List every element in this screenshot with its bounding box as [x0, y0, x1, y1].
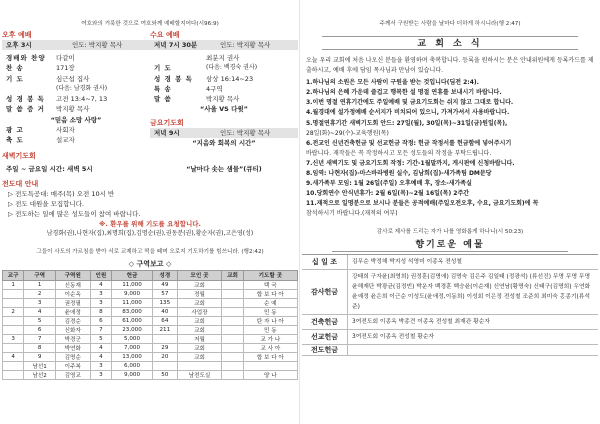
table-cell: 7,000 — [112, 343, 153, 352]
table-cell: 3 — [90, 289, 111, 298]
table-cell: 사업장 — [177, 307, 222, 316]
district-report-title: ◇ 구역보고 ◇ — [128, 259, 172, 268]
table-cell: 3 — [90, 361, 111, 370]
table-cell — [222, 280, 243, 289]
news-item: 바랍니다. 재작들은 꼭 작정하시고 모든 성도들의 작정을 부탁드립니다. — [306, 149, 492, 157]
news-item: 11.재적으로 일명분으로 보시나 분들은 공적예배(주일오전오후, 수요, 금요기도회)에 꼭 — [306, 200, 539, 208]
table-cell: 4 — [24, 307, 55, 316]
table-cell: 교회 — [177, 280, 222, 289]
table-cell: 13,000 — [112, 352, 153, 361]
list-item: ▷ 전도 대원을 모집합니다. — [8, 200, 85, 209]
offering-category: 건축헌금 — [302, 315, 348, 329]
friday-leader: 인도: 박지황 목사 — [220, 128, 271, 137]
news-item: 28일(화)~29(수)-교육행원(목) — [306, 129, 389, 137]
friday-message: “지음와 회복의 시간” — [192, 138, 256, 147]
table-cell: 11,000 — [112, 298, 153, 307]
table-cell: 김영교 — [55, 370, 90, 379]
offering-names: 3여전도회 이종옥 박종견 이종옥 전성철 최재관 황순자 — [352, 318, 490, 325]
table-cell: 탄 자 나 아 — [243, 316, 297, 325]
table-cell — [152, 334, 177, 343]
table-cell — [177, 361, 222, 370]
afternoon-row: 성 경 봉 독 고전 13:4~7, 13 — [6, 95, 108, 104]
news-item: 8.임역: 나현자(집)-마스바라병원 실수, 김남희(집)-새가족팀 DM문당 — [306, 170, 492, 178]
table-cell: 2 — [24, 289, 55, 298]
table-cell — [3, 370, 24, 379]
table-cell: 민 동 — [243, 325, 297, 334]
afternoon-row: 찬 송 171장 — [6, 64, 75, 73]
right-top-verse: 주께서 구원받는 사람을 날마다 더하게 하시니라(행 2:47) — [379, 21, 521, 27]
offering-category: 감사헌금 — [302, 270, 348, 314]
news-item: 5.명절연휴기간 새벽기도회 안드: 27일(월), 30일(목)~31일(금)원일(목), — [306, 119, 508, 127]
offering-row — [302, 255, 598, 270]
table-cell: 8 — [24, 343, 55, 352]
table-cell: 1 — [24, 280, 55, 289]
table-cell — [3, 316, 24, 325]
table-cell: 5 — [24, 316, 55, 325]
table-cell: 합 보 다 아 — [243, 352, 297, 361]
table-cell: 이순옥 — [55, 289, 90, 298]
table-row — [3, 325, 298, 334]
table-cell — [3, 325, 24, 334]
table-cell: 남선1 — [24, 361, 55, 370]
news-item: 10.당회연수 안식년휴가: 2월 6일(목)~2월 16일(목) 2주간 — [306, 190, 470, 198]
table-cell — [222, 361, 243, 370]
afternoon-row: 경배와 찬양 다같이 — [6, 54, 75, 62]
wednesday-service — [150, 30, 298, 148]
wednesday-sermon-title: “사울 VS 다윗” — [200, 105, 248, 114]
table-cell: 4 — [90, 352, 111, 361]
wednesday-row: 성 경 봉 독 삼상 16:14~23 — [154, 74, 254, 83]
table-cell: 3 — [90, 298, 111, 307]
table-cell: 교회 — [177, 352, 222, 361]
table-cell: 김경순 — [55, 316, 90, 325]
wednesday-row: 기 도 (다음: 백경숙 권사) — [154, 64, 258, 73]
table-row — [3, 343, 298, 352]
table-cell: 49 — [152, 280, 177, 289]
table-cell: 교 사 아 — [243, 343, 297, 352]
table-cell: 6 — [90, 316, 111, 325]
afternoon-header: 오후 예배 — [2, 31, 32, 39]
patient-list: 남경화(권),나현자(집),최명희(집),김명순(권),권동분(권),황순자(권),고은영(성) — [46, 230, 254, 238]
table-cell: 교 가 나 — [243, 334, 297, 343]
offering-category: 전도헌금 — [302, 345, 348, 355]
table-cell: 9 — [24, 352, 55, 361]
wednesday-header: 수요 예배 — [150, 31, 180, 39]
news-title: 교 회 소 식 — [322, 36, 578, 50]
news-item: 4.월경대에 설가정예배 순서지가 비치되어 있으니, 가져가셔서 사용바랍니다. — [306, 109, 510, 117]
table-row — [3, 316, 298, 325]
afternoon-bar — [2, 40, 150, 50]
table-cell: 저월 — [177, 334, 222, 343]
offering-table — [302, 254, 598, 356]
friday-header: 금요기도회 — [150, 118, 184, 127]
table-row — [3, 334, 298, 343]
offering-row — [302, 315, 598, 330]
table-cell: 남선2 — [24, 370, 55, 379]
offering-title: 향기로운 예물 — [332, 238, 568, 252]
table-cell — [3, 343, 24, 352]
right-middle-verse: 감사로 제사를 드리는 자가 나를 영화롭게 하나니(시 50:23) — [376, 228, 524, 235]
news-items — [306, 78, 594, 219]
table-cell: 권정필 — [55, 298, 90, 307]
afternoon-row: 기 도 심근섭 집사 — [6, 74, 90, 83]
list-item: ▷ 전도특공대: 매주(목) 오전 10시 반 — [8, 190, 115, 199]
table-cell: 20 — [152, 352, 177, 361]
page-divider — [299, 0, 300, 424]
news-item: 7.신년 새벽기도 및 금요기도회 작정: 기간-1월말까지, 게시판에 신청바랍니다. — [306, 159, 515, 167]
afternoon-row: 축 도 설교자 — [6, 136, 75, 145]
table-cell — [222, 298, 243, 307]
afternoon-row: 광 고 사회자 — [6, 126, 75, 135]
district-report-table — [2, 270, 298, 380]
table-cell — [3, 361, 24, 370]
table-cell: 신화자 — [55, 325, 90, 334]
table-cell: 2 — [3, 307, 24, 316]
table-cell — [222, 307, 243, 316]
table-cell: 50 — [152, 370, 177, 379]
evangelism-header: 전도대 안내 — [2, 180, 39, 189]
table-cell: 교회 — [177, 316, 222, 325]
list-item: ▷ 전도하는 일에 많은 성도들이 참여 바랍니다. — [8, 210, 141, 219]
offering-names: 3여전도회 이종옥 전성철 황순자 — [352, 333, 435, 340]
table-cell: 정월 — [177, 289, 222, 298]
table-cell: 83,000 — [112, 307, 153, 316]
worship-columns — [2, 30, 298, 148]
table-row — [3, 307, 298, 316]
news-item: 2.하나님의 은혜 가운데 즐겁고 행복한 설 명절 연휴를 보내시기 바랍니다. — [306, 89, 502, 97]
offering-row — [302, 270, 598, 315]
table-cell: 교회 — [177, 298, 222, 307]
friday-bar — [150, 128, 298, 138]
table-cell: 135 — [152, 298, 177, 307]
table-cell: 29 — [152, 343, 177, 352]
table-cell: 11,000 — [112, 280, 153, 289]
dawn-row — [2, 161, 298, 177]
table-cell: 57 — [152, 289, 177, 298]
table-cell — [222, 352, 243, 361]
afternoon-time: 오후 3시 — [6, 41, 32, 49]
table-row — [3, 352, 298, 361]
offering-row — [302, 330, 598, 345]
afternoon-leader: 인도: 박지황 목사 — [72, 41, 123, 49]
table-cell: 교회 — [177, 325, 222, 334]
wednesday-row: 최분지 권사 — [206, 54, 240, 62]
table-cell: 순 예 — [243, 298, 297, 307]
news-intro: 오늘 우리 교회에 처음 나오신 분들을 환영하며 축복합니다. 등록을 원하시는 분은 안내위원에게 등록카드를 제출하시고, 예배 후에 담임 목사님과 만남이 있습니다. — [306, 57, 594, 75]
table-cell: 1 — [3, 280, 24, 289]
table-cell: 7 — [90, 325, 111, 334]
table-cell: 6 — [24, 325, 55, 334]
left-page — [2, 0, 298, 424]
news-item: 6.전교인 신년건축헌금 및 선교헌금 작정: 헌금 작정서를 헌금함에 넣어주시기 — [306, 139, 512, 147]
middle-verse: 그들이 사도의 가르침을 받아 서로 교제하고 떡을 떼며 오로지 기도하기를 힘쓰니라. (행2:42) — [36, 248, 264, 255]
dawn-message: “날마다 솟는 샘물”(큐티) — [186, 165, 262, 174]
table-cell — [152, 361, 177, 370]
news-section — [302, 56, 598, 220]
table-cell: 8 — [90, 307, 111, 316]
afternoon-sermon-title: “믿음 소망 사랑” — [50, 115, 102, 124]
table-cell: 23,000 — [112, 325, 153, 334]
wednesday-row: 특 송 4구역 — [154, 84, 223, 93]
afternoon-service — [2, 30, 150, 148]
dawn-time: 주일 ~ 금요일 시간: 새벽 5시 — [6, 165, 93, 174]
table-cell: 9,000 — [112, 370, 153, 379]
table-cell: 61,000 — [112, 316, 153, 325]
afternoon-row: 말 씀 증 거 박지황 목사 — [6, 105, 90, 114]
table-row — [3, 361, 298, 370]
offering-row — [302, 345, 598, 356]
news-item: 9.새가족부 모임: 1월 26일(주일) 오후예배 후, 장소-새가족실 — [306, 180, 472, 188]
friday-time: 저녁 9시 — [154, 128, 180, 137]
offering-names — [348, 345, 598, 355]
table-cell — [3, 298, 24, 307]
table-cell: 64 — [152, 316, 177, 325]
table-cell — [243, 361, 297, 370]
table-cell: 7 — [24, 334, 55, 343]
prayer-request-note: ※. 환우를 위해 기도를 요청합니다. — [99, 220, 201, 229]
offering-category: 선교헌금 — [302, 330, 348, 344]
afternoon-row: (다음: 남경화 권사) — [56, 84, 108, 92]
table-cell — [222, 325, 243, 334]
district-report-table-wrap — [2, 270, 298, 392]
dawn-header: 새벽기도회 — [2, 152, 36, 161]
table-cell: 김명순 — [55, 352, 90, 361]
table-row — [3, 298, 298, 307]
table-header-row: 교구 구역 구역원 인원 헌금 성경 모인 곳 교회 기도할 곳 — [3, 270, 298, 280]
evangelism-list — [2, 189, 298, 219]
table-cell: 민 동 — [243, 307, 297, 316]
table-row — [3, 289, 298, 298]
table-cell: 교회 — [177, 343, 222, 352]
table-cell — [222, 334, 243, 343]
table-cell: 3 — [90, 370, 111, 379]
table-cell: 5,000 — [112, 334, 153, 343]
news-item: 참석하시기 바랍니다.(재적의 여부) — [306, 210, 398, 218]
table-cell: 택 국 — [243, 280, 297, 289]
table-row — [3, 280, 298, 289]
table-cell: 윤애정 — [55, 307, 90, 316]
table-cell: 3 — [24, 298, 55, 307]
table-cell — [3, 289, 24, 298]
table-cell: 박연화 — [55, 343, 90, 352]
table-cell: 신동재 — [55, 280, 90, 289]
table-cell — [222, 370, 243, 379]
table-cell: 4 — [90, 343, 111, 352]
offering-names: 김무순 박정해 박지성 석영미 이종옥 전성철 — [352, 258, 463, 265]
table-cell: 4 — [3, 352, 24, 361]
table-cell: 40 — [152, 307, 177, 316]
table-cell: 3 — [3, 334, 24, 343]
table-cell: 9,000 — [112, 289, 153, 298]
table-cell: 211 — [152, 325, 177, 334]
right-page — [302, 0, 598, 424]
table-cell: 6,000 — [112, 361, 153, 370]
wednesday-time: 저녁 7시 30분 — [154, 41, 198, 49]
table-row — [3, 370, 298, 379]
wednesday-bar — [150, 40, 298, 50]
wednesday-leader: 인도: 박지황 목사 — [220, 41, 271, 49]
table-cell: 양 나 — [243, 370, 297, 379]
table-cell: 4 — [90, 280, 111, 289]
table-cell: 합 보 다 아 — [243, 289, 297, 298]
table-cell — [222, 316, 243, 325]
news-item: 3.이번 명절 연휴기간에도 주일예배 및 금요기도회는 쉬지 않고 그대로 합니다. — [306, 99, 514, 107]
offering-category: 십 일 조 — [302, 255, 348, 269]
table-cell — [222, 343, 243, 352]
news-item: 1.하나님의 소원은 모든 사람이 구원을 받는 것입니다(딤전 2:4). — [306, 79, 479, 87]
table-cell: 이주복 — [55, 361, 90, 370]
top-verse: 여호와의 거룩한 것으로 여호와께 예배할지어다(시96:9) — [81, 21, 219, 27]
table-cell: 남전도실 — [177, 370, 222, 379]
table-cell: 박경군 — [55, 334, 90, 343]
offering-names: 강태희 구자윤(최영희) 권정훈(김명애) 김명숙 김은주 김일태 (정광석) (류선진) 무명 무명 무명 윤해재단 박광균(김정빈) 박운자 백경훈 백승윤(이순재) 신연남(황명숙) 신태구(김명희) 우연화 윤예정 윤은희 이근순 이성도(윤애정,이동희) 이성회 이은정 전성철 조준희 최미숙 홍종기(류석준) — [352, 273, 591, 310]
wednesday-row: 말 씀 박지황 목사 — [154, 95, 240, 104]
table-cell: 5 — [90, 334, 111, 343]
table-cell — [222, 289, 243, 298]
